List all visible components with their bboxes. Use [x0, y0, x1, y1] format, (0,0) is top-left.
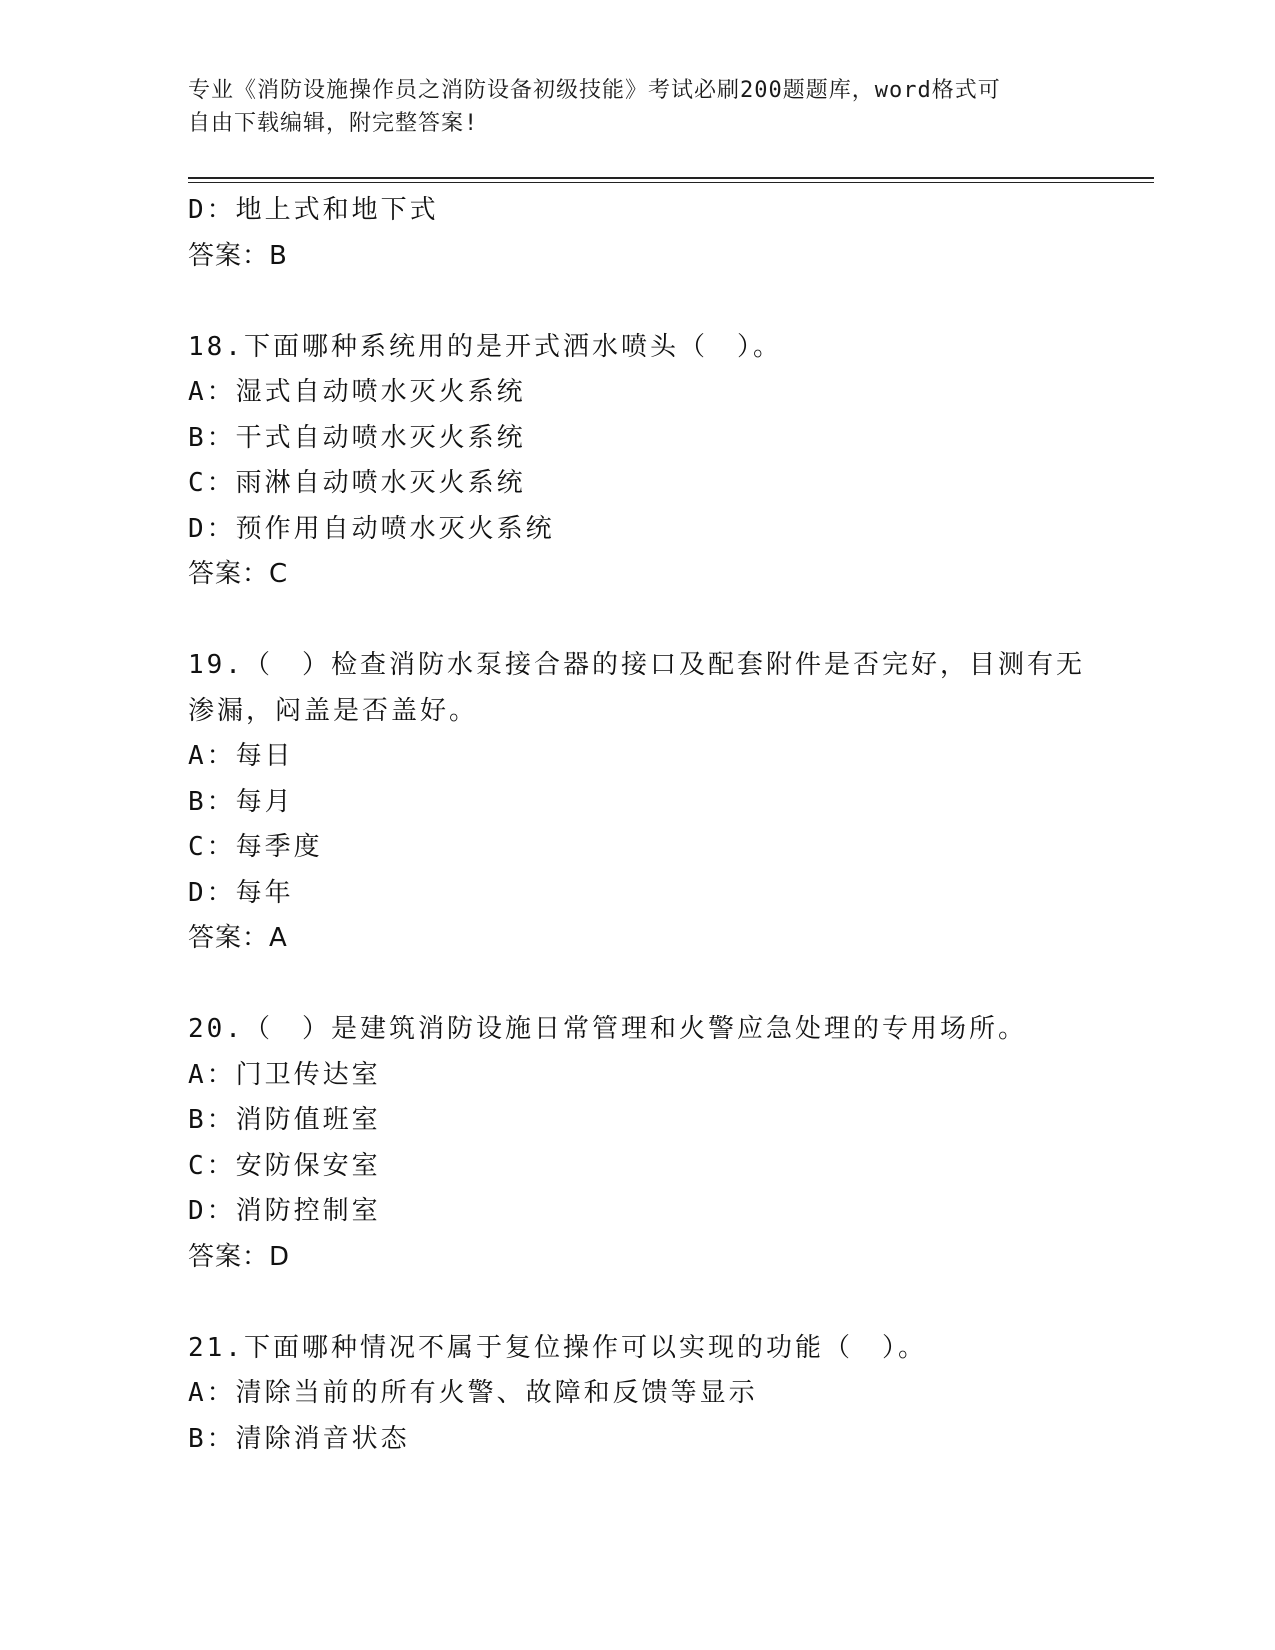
question-21	[188, 1326, 1108, 1463]
option-b: B：干式自动喷水灭火系统	[188, 422, 526, 453]
question-stem: 18.下面哪种系统用的是开式洒水喷头（ ）。	[188, 331, 782, 362]
question-19	[188, 643, 1108, 962]
spacer	[188, 1280, 1108, 1326]
question-18	[188, 325, 1108, 598]
option-c: C：雨淋自动喷水灭火系统	[188, 468, 526, 498]
document-header	[188, 74, 1088, 140]
option-a: A：每日	[188, 741, 294, 771]
option-d: D：预作用自动喷水灭火系统	[188, 513, 555, 544]
option-c: C：每季度	[188, 832, 323, 862]
option-a: A：清除当前的所有火警、故障和反馈等显示	[188, 1378, 758, 1408]
spacer	[188, 279, 1108, 325]
option-d: D：消防控制室	[188, 1196, 381, 1226]
question-stem: 19.（ ）检查消防水泵接合器的接口及配套附件是否完好，目测有无渗漏，闷盖是否盖好。	[188, 650, 1085, 726]
answer: 答案：A	[188, 923, 288, 953]
header-divider-thin	[188, 182, 1154, 183]
question-list	[188, 188, 1108, 1462]
answer: 答案：C	[188, 559, 289, 589]
option-b: B：消防值班室	[188, 1105, 381, 1135]
option-a: A：门卫传达室	[188, 1059, 381, 1090]
option-b: B：清除消音状态	[188, 1423, 410, 1454]
option-c: C：安防保安室	[188, 1150, 381, 1181]
header-divider-thick	[188, 177, 1154, 179]
question-20	[188, 1007, 1108, 1280]
question-stem: 20.（ ）是建筑消防设施日常管理和火警应急处理的专用场所。	[188, 1014, 1027, 1044]
header-line-2: 自由下载编辑，附完整答案!	[188, 111, 479, 136]
option-a: A：湿式自动喷水灭火系统	[188, 377, 526, 407]
prev-option-d: D：地上式和地下式	[188, 195, 439, 225]
question-stem: 21.下面哪种情况不属于复位操作可以实现的功能（ ）。	[188, 1332, 927, 1363]
prev-answer: 答案：B	[188, 240, 288, 271]
header-line-1: 专业《消防设施操作员之消防设备初级技能》考试必刷200题题库，word格式可	[188, 78, 1001, 103]
option-d: D：每年	[188, 877, 294, 908]
spacer	[188, 598, 1108, 644]
spacer	[188, 962, 1108, 1008]
option-b: B：每月	[188, 786, 294, 817]
answer: 答案：D	[188, 1241, 291, 1272]
